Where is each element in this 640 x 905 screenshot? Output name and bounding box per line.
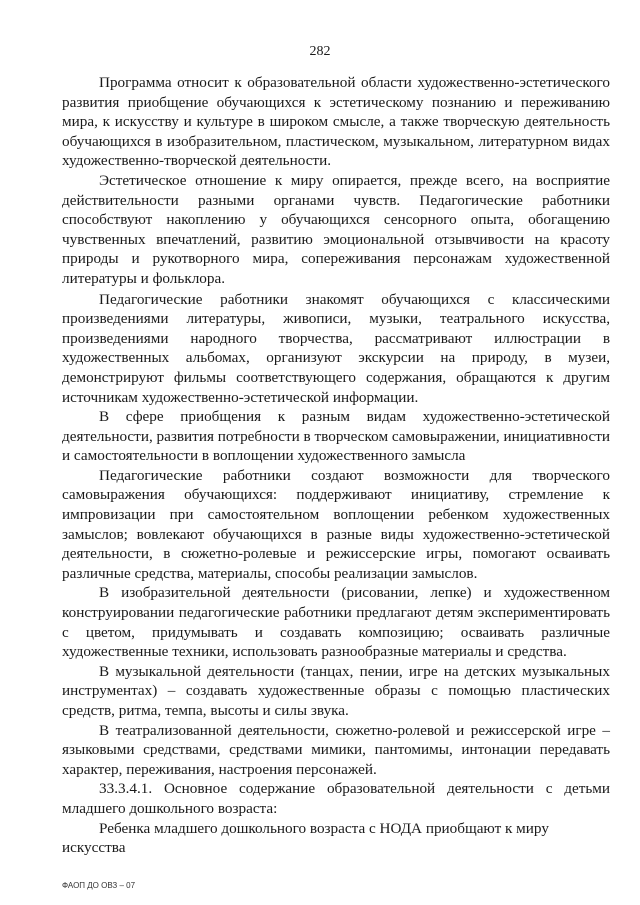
paragraph: В сфере приобщения к разным видам художественно-эстетической деятельности, развития потребности в творческом самовыражении, инициативности и самостоятельности в воплощении художественного замысла (62, 408, 610, 465)
paragraph: В изобразительной деятельности (рисовании, лепке) и художественном конструировании педагогические работники предлагают детям экспериментировать с цветом, придумывать и создавать композицию; осваивать различные художественные техники, использовать разнообразные материалы и средства. (62, 584, 610, 661)
paragraph: Программа относит к образовательной области художественно-эстетического развития приобщение обучающихся к эстетическому познанию и переживанию мира, к искусству и культуре в широком смысле, а также творческую деятельность обучающихся в изобразительном, пластическом, музыкальном, литературном видах художественно-творческой деятельности. (62, 74, 610, 170)
document-footer: ФАОП ДО ОВЗ – 07 (62, 881, 136, 890)
paragraph: Педагогические работники знакомят обучающихся с классическими произведениями литературы, живописи, музыки, театрального искусства, произведениями народного творчества, рассматривают иллюстрации в художественных альбомах, организуют экскурсии на природу, в музеи, демонстрируют фильмы соответствующего содержания, обращаются к другим источникам художественно-эстетической информации. (62, 290, 610, 406)
page-number: 282 (309, 44, 331, 59)
paragraph: Ребенка младшего дошкольного возраста с НОДА приобщают к миру искусства (62, 819, 549, 857)
paragraph: Эстетическое отношение к миру опирается, прежде всего, на восприятие действительности разными органами чувств. Педагогические работники способствуют накоплению у обучающихся сенсорного опыта, обогащению чувственных впечатлений, развитию эмоциональной отзывчивости на красоту природы и рукотворного мира, сопереживания персонажам художественной литературы и фольклора. (62, 171, 610, 287)
paragraph: В театрализованной деятельности, сюжетно-ролевой и режиссерской игре – языковыми средствами, средствами мимики, пантомимы, интонации передавать характер, переживания, настроения персонажей. (62, 721, 610, 778)
paragraph: В музыкальной деятельности (танцах, пении, игре на детских музыкальных инструментах) – создавать художественные образы с помощью пластических средств, ритма, темпа, высоты и силы звука. (62, 662, 610, 719)
paragraph: Педагогические работники создают возможности для творческого самовыражения обучающихся: поддерживают инициативу, стремление к импровизации при самостоятельном воплощении ребенком художественных замыслов; вовлекают обучающихся в разные виды художественно-эстетической деятельности, в сюжетно-ролевые и режиссерские игры, помогают осваивать различные средства, материалы, способы реализации замыслов. (62, 466, 610, 582)
section-heading-paragraph: 33.3.4.1. Основное содержание образовательной деятельности с детьми младшего дошкольного возраста: (62, 780, 610, 817)
document-body (62, 73, 610, 858)
